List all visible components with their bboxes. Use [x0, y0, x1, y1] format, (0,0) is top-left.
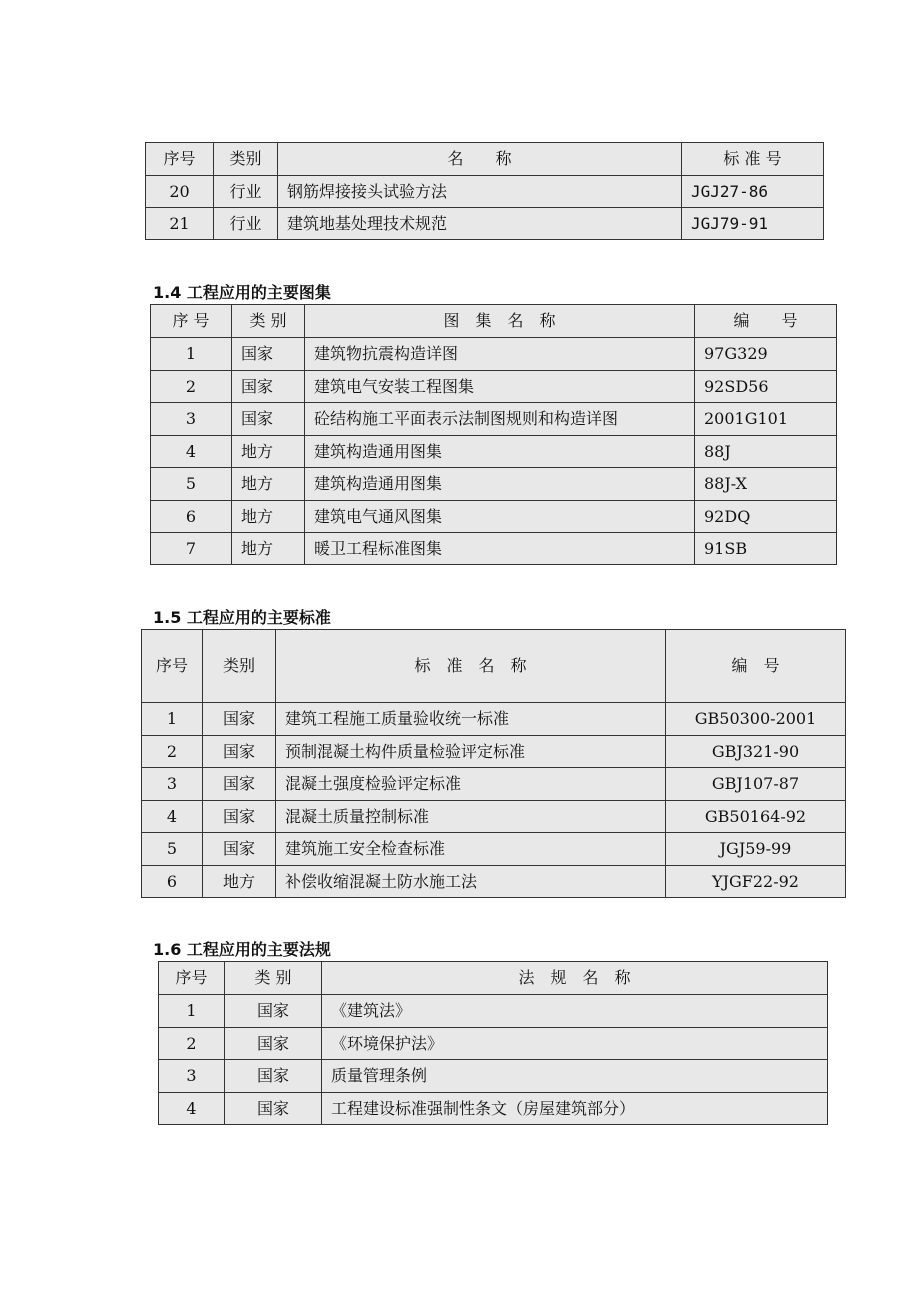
table-row	[151, 338, 837, 371]
standards-table	[141, 629, 846, 898]
cell-category: 国家	[203, 801, 276, 833]
section-heading-standards: 1.5 工程应用的主要标准	[153, 608, 331, 627]
cell-category: 地方	[203, 866, 276, 898]
cell-index: 1	[159, 995, 225, 1028]
cell-category: 国家	[232, 403, 305, 436]
table-row	[142, 703, 846, 736]
cell-category: 国家	[203, 703, 276, 736]
table-row	[151, 371, 837, 403]
cell-code: GBJ321-90	[666, 736, 846, 768]
regulations-table	[158, 961, 828, 1125]
cell-category: 国家	[203, 736, 276, 768]
cell-name: 混凝土强度检验评定标准	[276, 768, 666, 801]
cell-index: 4	[142, 801, 203, 833]
cell-index: 5	[151, 468, 232, 501]
cell-index: 1	[151, 338, 232, 371]
header-cell: 序号	[142, 630, 203, 703]
cell-name: 《环境保护法》	[322, 1028, 828, 1060]
cell-index: 6	[142, 866, 203, 898]
cell-category: 国家	[225, 1060, 322, 1093]
cell-name: 补偿收缩混凝土防水施工法	[276, 866, 666, 898]
cell-code: 2001G101	[695, 403, 837, 436]
cell-index: 4	[151, 436, 232, 468]
cell-name: 建筑施工安全检查标准	[276, 833, 666, 866]
cell-index: 4	[159, 1093, 225, 1125]
standards-table-continued	[145, 142, 824, 240]
table-row	[159, 1028, 828, 1060]
cell-category: 国家	[232, 338, 305, 371]
header-cell: 标 准 名 称	[276, 630, 666, 703]
cell-code: JGJ79-91	[682, 208, 824, 240]
cell-code: 92DQ	[695, 501, 837, 533]
header-cell: 类别	[214, 143, 278, 176]
cell-category: 国家	[225, 995, 322, 1028]
cell-code: GB50164-92	[666, 801, 846, 833]
cell-category: 地方	[232, 468, 305, 501]
cell-category: 行业	[214, 176, 278, 208]
header-cell: 序号	[146, 143, 214, 176]
table-row	[146, 208, 824, 240]
cell-code: JGJ27-86	[682, 176, 824, 208]
cell-category: 国家	[225, 1093, 322, 1125]
table-row	[159, 1060, 828, 1093]
cell-index: 3	[142, 768, 203, 801]
cell-name: 暖卫工程标准图集	[305, 533, 695, 565]
cell-index: 20	[146, 176, 214, 208]
header-cell: 类 别	[225, 962, 322, 995]
cell-category: 地方	[232, 436, 305, 468]
section-heading-regulations: 1.6 工程应用的主要法规	[153, 940, 331, 959]
cell-name: 混凝土质量控制标准	[276, 801, 666, 833]
cell-category: 行业	[214, 208, 278, 240]
cell-index: 2	[159, 1028, 225, 1060]
header-cell: 名 称	[278, 143, 682, 176]
cell-name: 建筑工程施工质量验收统一标准	[276, 703, 666, 736]
cell-index: 3	[151, 403, 232, 436]
header-cell: 编 号	[695, 305, 837, 338]
cell-code: GB50300-2001	[666, 703, 846, 736]
cell-name: 建筑电气安装工程图集	[305, 371, 695, 403]
table-row	[159, 995, 828, 1028]
cell-name: 预制混凝土构件质量检验评定标准	[276, 736, 666, 768]
table-header-row	[151, 305, 837, 338]
header-cell: 标 准 号	[682, 143, 824, 176]
cell-category: 国家	[225, 1028, 322, 1060]
header-cell: 编 号	[666, 630, 846, 703]
header-cell: 类别	[203, 630, 276, 703]
cell-code: 97G329	[695, 338, 837, 371]
cell-name: 《建筑法》	[322, 995, 828, 1028]
cell-code: GBJ107-87	[666, 768, 846, 801]
cell-index: 2	[151, 371, 232, 403]
cell-name: 建筑电气通风图集	[305, 501, 695, 533]
cell-code: 88J	[695, 436, 837, 468]
table-row	[142, 801, 846, 833]
cell-name: 建筑物抗震构造详图	[305, 338, 695, 371]
cell-code: 88J-X	[695, 468, 837, 501]
table-row	[146, 176, 824, 208]
cell-index: 3	[159, 1060, 225, 1093]
cell-code: 92SD56	[695, 371, 837, 403]
table-row	[142, 736, 846, 768]
table-header-row	[142, 630, 846, 703]
table-row	[151, 501, 837, 533]
cell-name: 工程建设标准强制性条文（房屋建筑部分）	[322, 1093, 828, 1125]
cell-index: 6	[151, 501, 232, 533]
cell-category: 国家	[203, 833, 276, 866]
table-row	[151, 533, 837, 565]
table-row	[142, 833, 846, 866]
cell-category: 国家	[203, 768, 276, 801]
cell-name: 钢筋焊接接头试验方法	[278, 176, 682, 208]
cell-index: 7	[151, 533, 232, 565]
table-header-row	[159, 962, 828, 995]
header-cell: 序 号	[151, 305, 232, 338]
table-row	[151, 468, 837, 501]
table-row	[151, 403, 837, 436]
section-heading-atlases: 1.4 工程应用的主要图集	[153, 283, 331, 302]
cell-code: 91SB	[695, 533, 837, 565]
header-cell: 图 集 名 称	[305, 305, 695, 338]
table-row	[159, 1093, 828, 1125]
cell-code: YJGF22-92	[666, 866, 846, 898]
cell-category: 国家	[232, 371, 305, 403]
cell-index: 5	[142, 833, 203, 866]
cell-name: 建筑地基处理技术规范	[278, 208, 682, 240]
header-cell: 类 别	[232, 305, 305, 338]
cell-name: 砼结构施工平面表示法制图规则和构造详图	[305, 403, 695, 436]
table-row	[142, 866, 846, 898]
table-row	[142, 768, 846, 801]
cell-index: 1	[142, 703, 203, 736]
atlases-table	[150, 304, 837, 565]
cell-name: 建筑构造通用图集	[305, 436, 695, 468]
cell-name: 建筑构造通用图集	[305, 468, 695, 501]
header-cell: 序号	[159, 962, 225, 995]
cell-category: 地方	[232, 501, 305, 533]
cell-category: 地方	[232, 533, 305, 565]
cell-index: 21	[146, 208, 214, 240]
table-row	[151, 436, 837, 468]
cell-name: 质量管理条例	[322, 1060, 828, 1093]
header-cell: 法 规 名 称	[322, 962, 828, 995]
cell-code: JGJ59-99	[666, 833, 846, 866]
cell-index: 2	[142, 736, 203, 768]
table-header-row	[146, 143, 824, 176]
